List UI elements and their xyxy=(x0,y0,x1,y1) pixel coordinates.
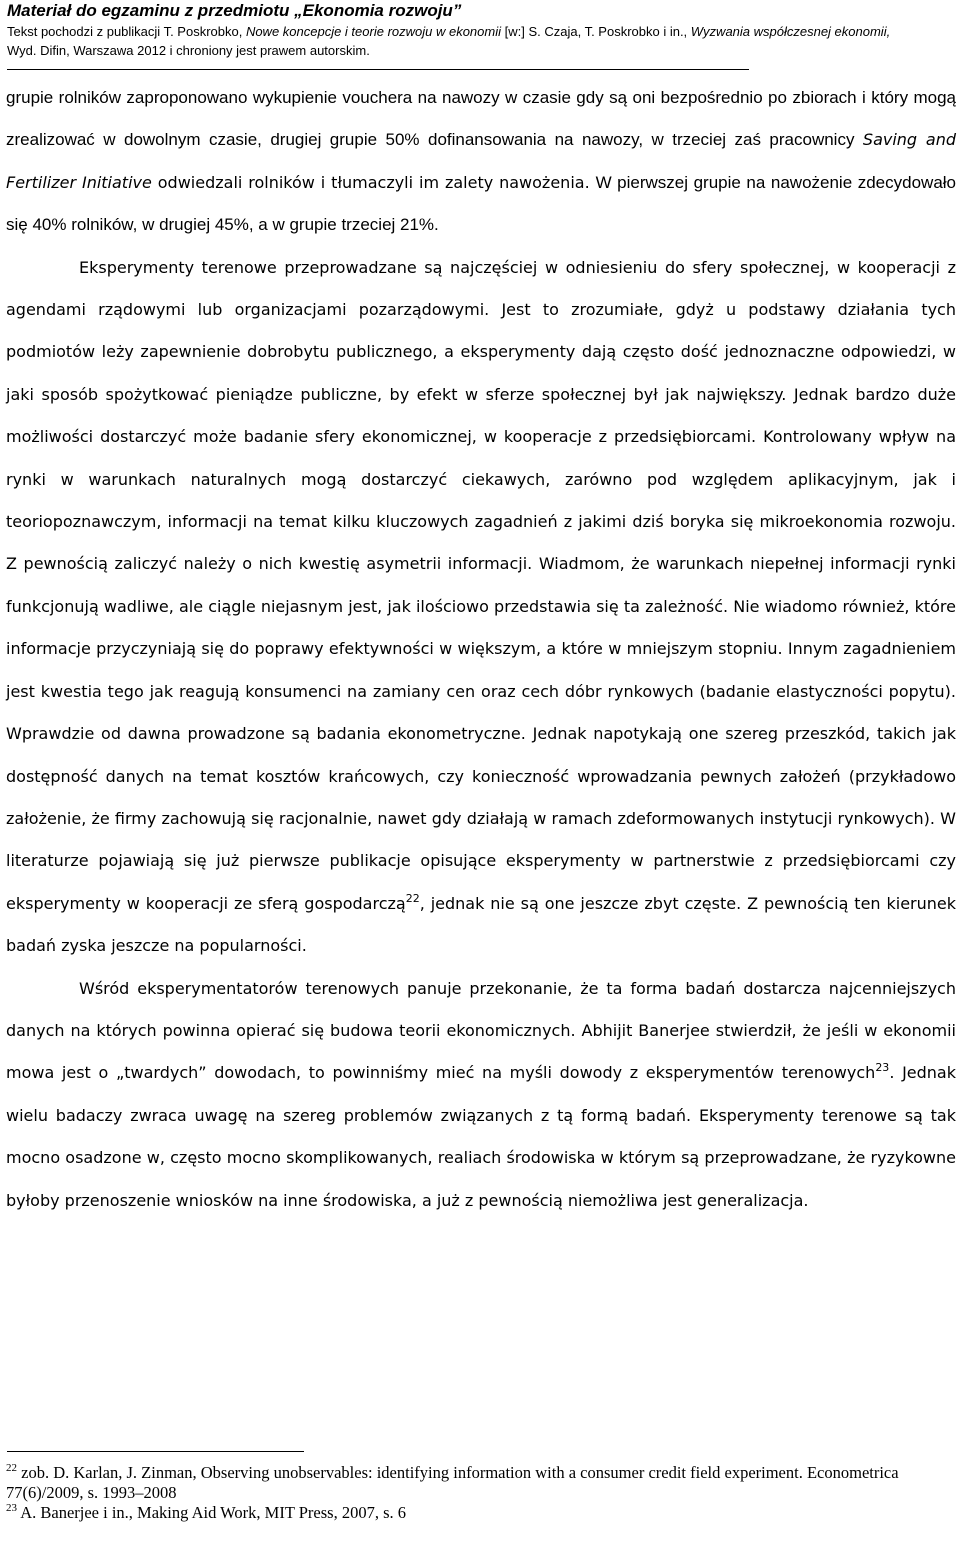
footnote-23-text: A. Banerjee i in., Making Aid Work, MIT Press, 2007, s. 6 xyxy=(17,1503,406,1522)
footnote-number-22: 22 xyxy=(6,1462,17,1474)
header-divider xyxy=(7,69,749,70)
source-book-italic: Wyzwania współczesnej ekonomii, xyxy=(690,24,891,39)
paragraph-2-text: Eksperymenty terenowe przeprowadzane są najczęściej w odniesieniu do sfery społecznej, w kooperacji z agendami rządowymi lub organizacjami pozarządowymi. Jest to zrozumiałe, gdyż u podstawy działania tych podmiotów leży zapewnienie dobrobytu publicznego, a eksperymenty dają często dość jednoznaczne odpowiedzi, w jaki sposób spożytkować pieniądze publiczne, by efekt w sferze społecznej był jak największy. Jednak bardzo duże możliwości dostarczyć może badanie sfery ekonomicznej, w kooperacje z przedsiębiorcami. Kontrolowany wpływ na rynki w warunkach naturalnych mogą dostarczyć ciekawych, zarówno pod względem aplikacyjnym, jak i teoriopoznawczym, informacji na temat kilku kluczowych zagadnień z jakimi dziś boryka się mikroekonomia rozwoju. Z pewnością zaliczyć należy o nich kwestię asymetrii informacji. Wiadmom, że warunkach niepełnej informacji rynki funkcjonują wadliwe, ale ciągle niejasnym jest, jak ilościowo przedstawia się ta zależność. Nie wiadomo również, które informacje przyczyniają się do poprawy efektywności w większym, a które w mniejszym stopniu. Innym zagadnieniem jest kwestia tego jak reagują konsumenci na zamiany cen oraz cech dóbr rynkowych (badanie elastyczności popytu). Wprawdzie od dawna prowadzone są badania ekonometryczne. Jednak napotykają one szereg przeszkód, takich jak dostępność danych na temat kosztów krańcowych, czy konieczność wprowadzania pewnych założeń (przykładowo założenie, że firmy zachowują się racjonalnie, nawet gdy działają w ramach zdeformowanych instytucji rynkowych). W literaturze pojawiają się już pierwsze publikacje opisujące eksperymenty w partnerstwie z przedsiębiorcami czy eksperymenty w kooperacji ze sferą gospodarczą xyxy=(6,257,956,913)
paragraph-2-text-2: , jednak nie są one jeszcze zbyt częste. Z pewnością ten kierunek badań zyska jeszcze na popularności. xyxy=(6,893,957,956)
footnote-divider xyxy=(7,1451,304,1452)
footnote-number-23: 23 xyxy=(6,1502,17,1514)
footnote-ref-23[interactable]: 23 xyxy=(875,1061,890,1075)
footnote-22-text: zob. D. Karlan, J. Zinman, Observing unobservables: identifying information with a consumer credit field experiment. Econometrica 77(6)/2009, s. 1993–2008 xyxy=(6,1463,899,1502)
document-header xyxy=(7,0,957,60)
header-title: Materiał do egzaminu z przedmiotu „Ekonomia rozwoju” xyxy=(7,1,462,20)
paragraph-1-text-2: odwiedzali rolników i tłumaczyli im zalety nawożenia. xyxy=(151,172,596,192)
paragraph-3-text: Wśród eksperymentatorów terenowych panuje przekonanie, że ta forma badań dostarcza najcenniejszych danych na których powinna opierać się budowa teorii ekonomicznych. Abhijit Banerjee stwierdził, że jeśli w ekonomii mowa jest o „twardych” dowodach, to powinniśmy mieć na myśli dowody z eksperymentów terenowych xyxy=(6,978,956,1083)
footnote-23 xyxy=(6,1503,956,1523)
header-publisher-line: Wyd. Difin, Warszawa 2012 i chroniony jest prawem autorskim. xyxy=(7,43,370,58)
paragraph-3 xyxy=(6,968,956,1222)
source-title-italic: Nowe koncepcje i teorie rozwoju w ekonomii xyxy=(245,24,501,39)
initiative-name-italic: Saving and Fertilizer Initiative xyxy=(6,130,956,192)
paragraph-3-text-2: . Jednak wielu badaczy zwraca uwagę na szereg problemów związanych z tą formą badań. Eksperymenty terenowe są tak mocno osadzone w, często mocno skomplikowanych, realiach środowiska w którym są przeprowadzane, że ryzykowne byłoby przenoszenie wniosków na inne środowiska, a już z pewnością niemożliwa jest generalizacja. xyxy=(6,1063,956,1210)
paragraph-2 xyxy=(6,247,956,968)
paragraph-1 xyxy=(6,77,956,247)
footnote-ref-22[interactable]: 22 xyxy=(405,891,420,905)
header-source-line xyxy=(7,22,957,41)
source-text-2: [w:] S. Czaja, T. Poskrobko i in., xyxy=(501,24,691,39)
source-text: Tekst pochodzi z publikacji T. Poskrobko, xyxy=(7,24,246,39)
document-body xyxy=(6,77,956,1222)
paragraph-1-text: grupie rolników zaproponowano wykupienie vouchera na nawozy w czasie gdy są oni bezpośrednio po zbiorach i który mogą zrealizować w dowolnym czasie, drugiej grupie 50% dofinansowania na nawozy, w trzeciej zaś pracownicy xyxy=(6,88,956,150)
paragraph-1-text-3: W pierwszej grupie na nawożenie zdecydowało się 40% rolników, w drugiej 45%, a w grupie trzeciej 21%. xyxy=(6,172,957,235)
footnotes xyxy=(6,1463,956,1523)
footnote-22 xyxy=(6,1463,956,1503)
